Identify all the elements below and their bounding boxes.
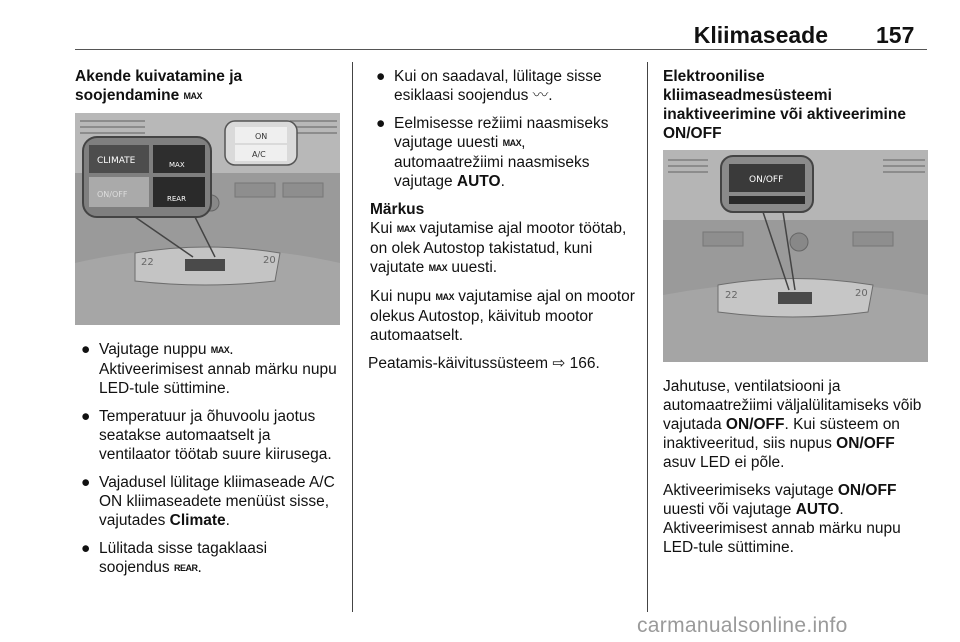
max-button-label: MAX — [169, 161, 185, 169]
list-item: ● Kui on saadaval, lülitage sisse esiklaasi soojendus 〰. — [376, 68, 602, 104]
footer-watermark: carmanualsonline.info — [637, 614, 848, 637]
onoff-panel-photo — [663, 150, 928, 362]
arrow-reference-icon: ⇨ — [552, 355, 566, 372]
page-number: 157 — [876, 22, 915, 48]
column-middle — [370, 67, 635, 382]
column-left — [75, 67, 340, 587]
list-item: ● Vajadusel lülitage kliimaseade A/C ON kliimaseadete menüüst sisse, vajutades Climate. — [81, 474, 335, 529]
note-paragraph: Kui nupu MAX vajutamise ajal on mootor olekus Autostop, käivitub mootor automaatselt. — [370, 288, 635, 344]
climate-panel-photo — [75, 113, 340, 325]
max-defrost-icon: MAX — [435, 292, 454, 302]
heading-text: Akende kuivatamine ja soojendamine — [75, 68, 243, 104]
list-item: ● Lülitada sisse tagaklaasi soojendus REAR. — [81, 540, 268, 576]
temp-right-label: 20 — [855, 288, 868, 299]
list-item: ● Temperatuur ja õhuvoolu jaotus seatakse automaatselt ja ventilaator töötab suure kiirusega. — [81, 408, 332, 463]
cross-reference[interactable]: Peatamis-käivitussüsteem ⇨ 166. — [368, 355, 600, 372]
onoff-button-label: ON/OFF — [97, 190, 128, 199]
rear-defrost-icon: REAR — [173, 563, 198, 573]
bullet-list — [75, 340, 340, 578]
section-heading: Elektroonilise kliimaseadmesüsteemi inaktiveerimine või aktiveerimine ON/OFF — [663, 68, 906, 142]
max-defrost-icon: MAX — [210, 345, 230, 355]
header-rule — [75, 49, 927, 50]
bullet-list — [370, 67, 635, 191]
windscreen-heating-icon: 〰 — [532, 87, 549, 104]
on-label: ON — [255, 132, 268, 141]
temp-left-label: 22 — [725, 290, 738, 301]
column-divider — [647, 62, 648, 612]
section-heading — [75, 67, 340, 106]
paragraph: Aktiveerimiseks vajutage ON/OFF uuesti või vajutage AUTO. Aktiveerimisest annab märku nupu LED-tule süttimine. — [663, 482, 901, 556]
column-right — [663, 67, 928, 566]
max-defrost-icon: MAX — [502, 138, 522, 148]
rear-button-label: REAR — [167, 195, 186, 203]
temp-right-label: 20 — [263, 255, 276, 266]
note-paragraph: Kui MAX vajutamise ajal mootor töötab, on olek Autostop takistatud, kuni vajutate MAX uuesti. — [370, 220, 627, 276]
list-item: ● Eelmisesse režiimi naasmiseks vajutage uuesti MAX, automaatrežiimi naasmiseks vajutage AUTO. — [376, 115, 609, 190]
column-divider — [352, 62, 353, 612]
max-defrost-icon: MAX — [183, 91, 203, 101]
climate-button-label: CLIMATE — [97, 156, 136, 166]
max-defrost-icon: MAX — [396, 224, 416, 234]
temp-left-label: 22 — [141, 257, 154, 268]
page-header-title: Kliimaseade — [693, 22, 828, 48]
note-title: Märkus — [370, 201, 425, 218]
onoff-button-label: ON/OFF — [749, 175, 784, 185]
list-item: ● Vajutage nuppu MAX. Aktiveerimisest annab märku nupu LED-tule süttimine. — [81, 341, 337, 397]
max-defrost-icon: MAX — [428, 263, 448, 273]
ac-label: A/C — [252, 150, 266, 159]
paragraph: Jahutuse, ventilatsiooni ja automaatrežiimi väljalülitamiseks võib vajutada ON/OFF. Kui süsteem on inaktiveeritud, siis nupus ON/OFF asuv LED ei põle. — [663, 378, 922, 471]
